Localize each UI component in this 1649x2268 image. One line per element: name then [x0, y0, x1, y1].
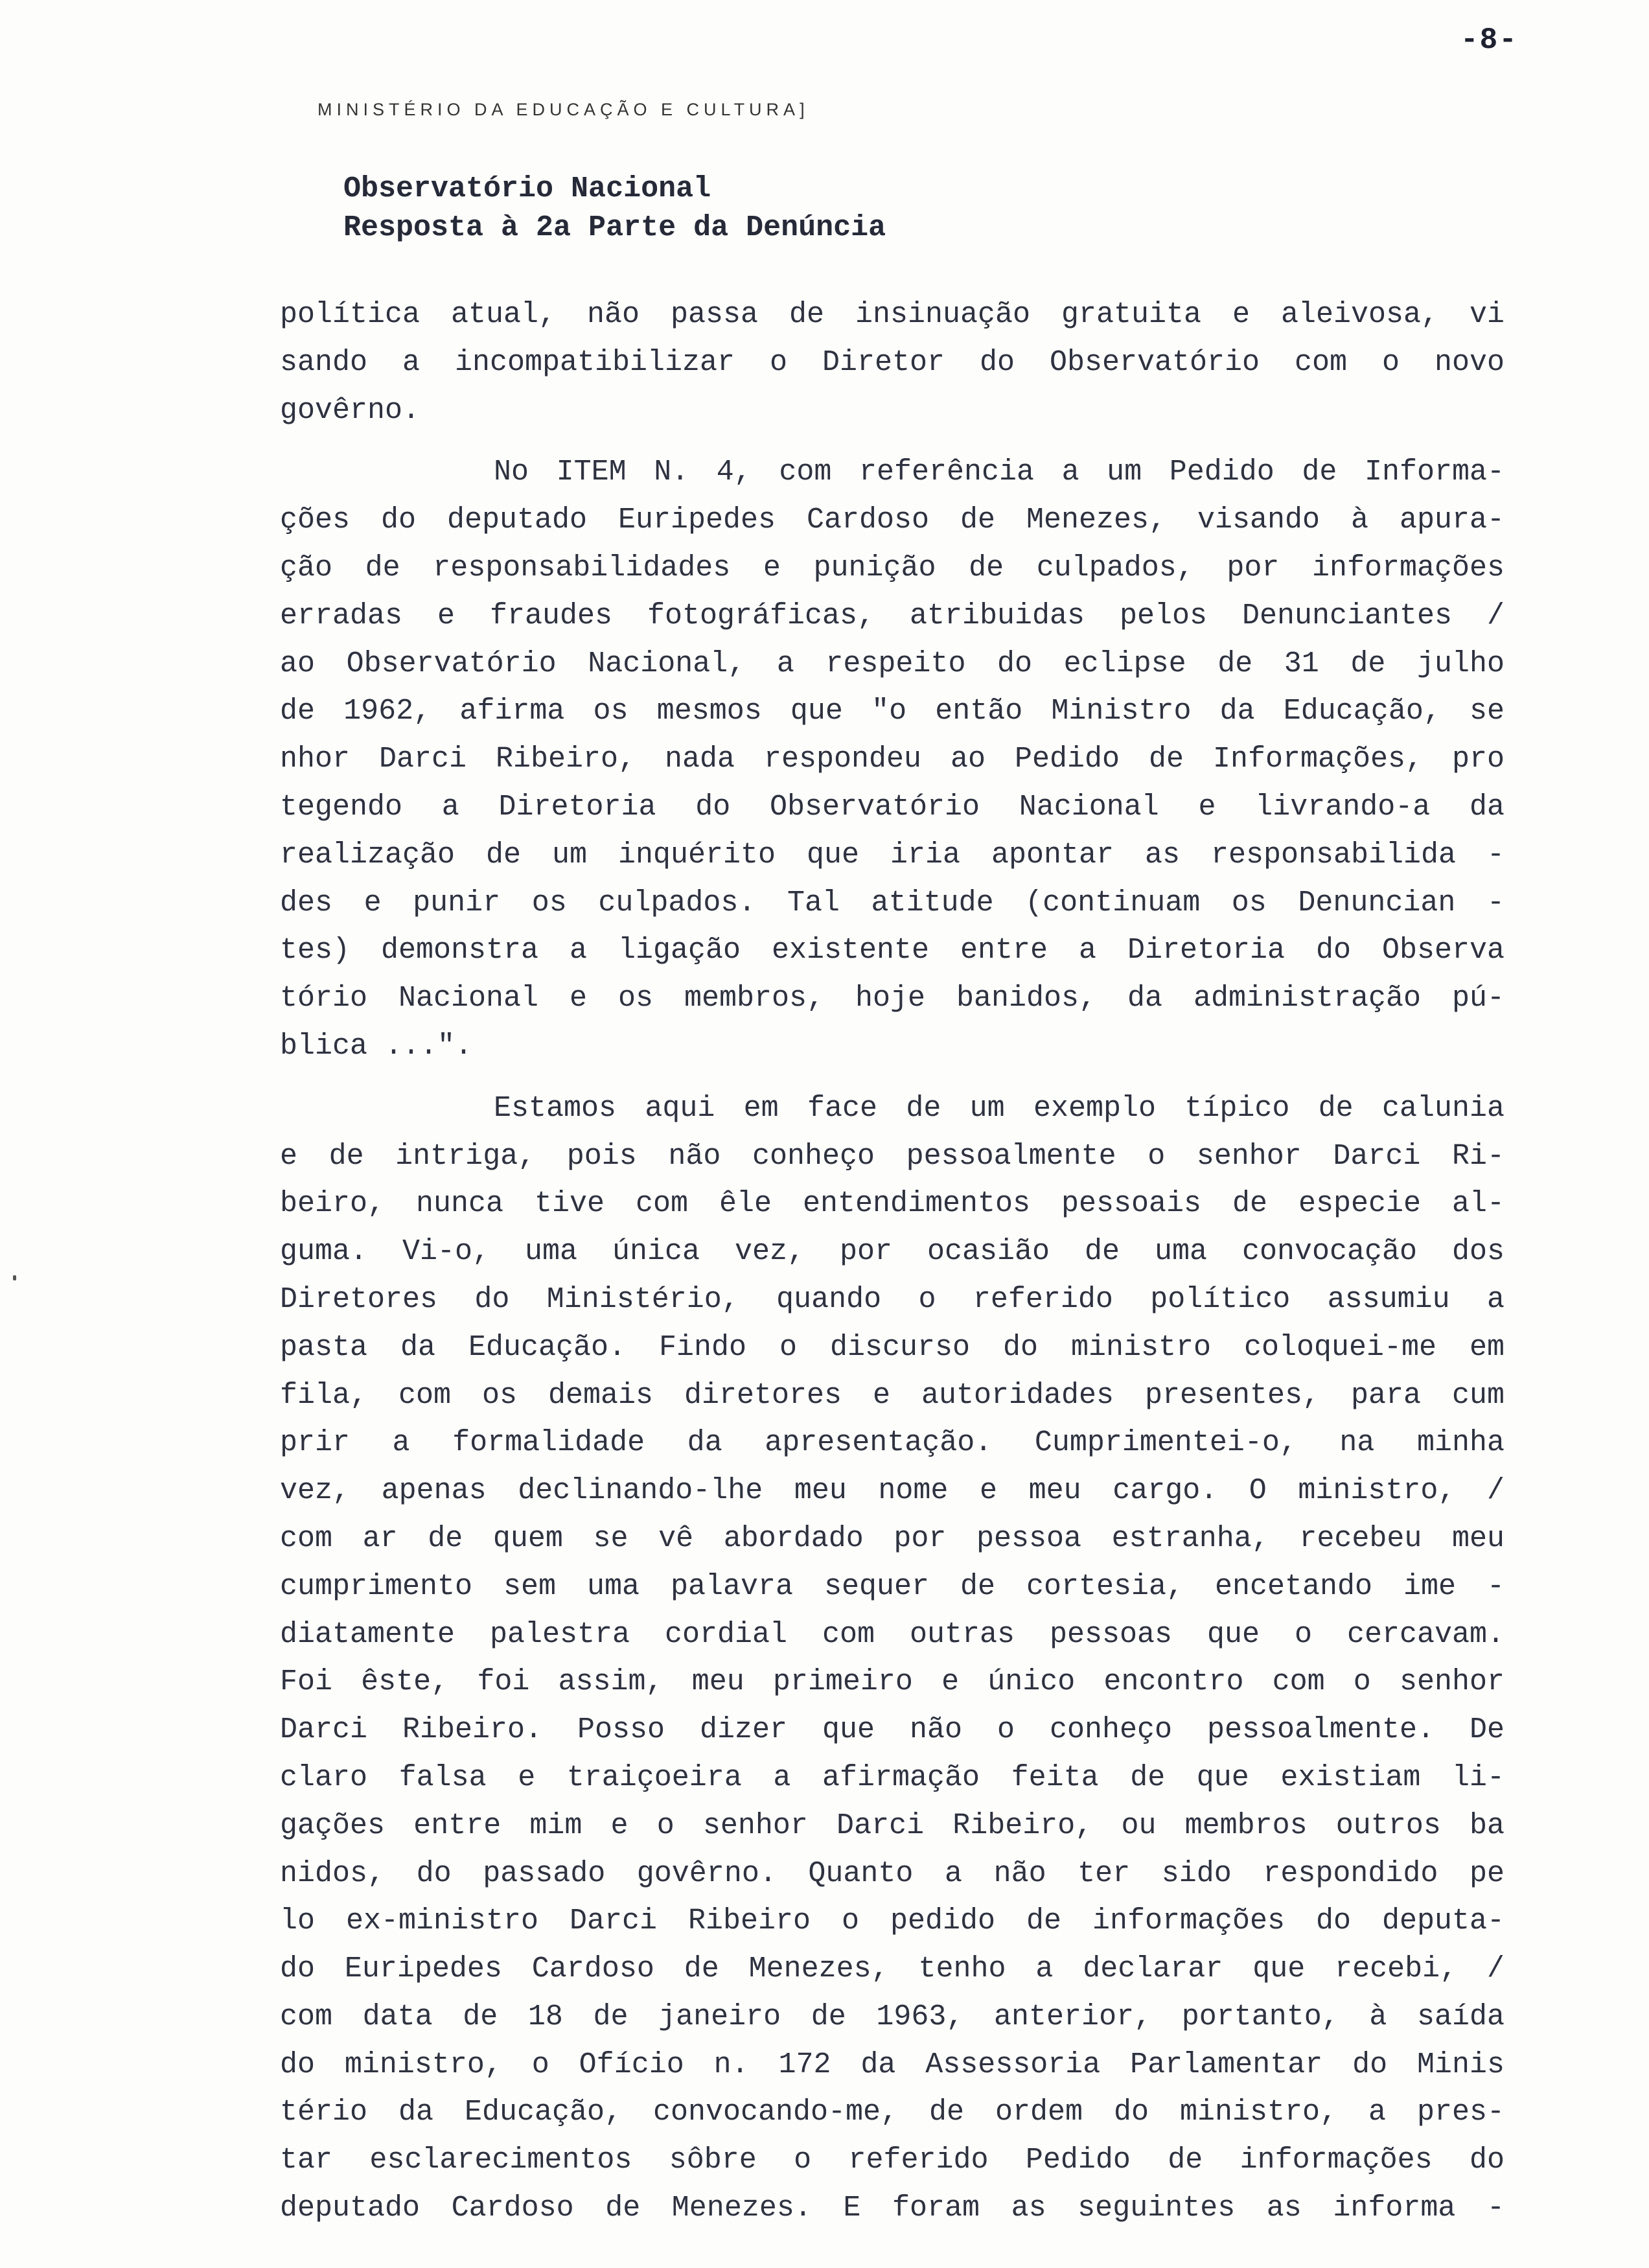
text-line: Darci Ribeiro. Posso dizer que não o conheço pessoalmente. De: [280, 1713, 1505, 1747]
text-line: tar esclarecimentos sôbre o referido Pedido de informações do: [280, 2144, 1505, 2177]
text-line: deputado Cardoso de Menezes. E foram as seguintes as informa -: [280, 2192, 1505, 2225]
text-line: realização de um inquérito que iria apontar as responsabilida -: [280, 838, 1505, 872]
text-line: ao Observatório Nacional, a respeito do eclipse de 31 de julho: [280, 647, 1505, 680]
text-line: beiro, nunca tive com êle entendimentos pessoais de especie al-: [280, 1187, 1505, 1221]
heading-subject: Resposta à 2a Parte da Denúncia: [343, 211, 886, 244]
document-body: [280, 291, 1505, 2232]
text-line: nidos, do passado govêrno. Quanto a não ter sido respondido pe: [280, 1857, 1505, 1890]
text-line: com data de 18 de janeiro de 1963, anterior, portanto, à saída: [280, 2000, 1505, 2033]
text-line: política atual, não passa de insinuação gratuita e aleivosa, vi: [280, 298, 1505, 331]
text-line: claro falsa e traiçoeira a afirmação feita de que existiam li-: [280, 1761, 1505, 1794]
text-line: Foi êste, foi assim, meu primeiro e único encontro com o senhor: [280, 1665, 1505, 1699]
text-line: prir a formalidade da apresentação. Cumprimentei-o, na minha: [280, 1426, 1505, 1460]
text-line: e de intriga, pois não conheço pessoalmente o senhor Darci Ri-: [280, 1139, 1505, 1173]
text-line: des e punir os culpados. Tal atitude (continuam os Denuncian -: [280, 886, 1505, 920]
text-line: nhor Darci Ribeiro, nada respondeu ao Pedido de Informações, pro: [280, 743, 1505, 776]
text-line: vez, apenas declinando-lhe meu nome e meu cargo. O ministro, /: [280, 1474, 1505, 1508]
ministry-letterhead: MINISTÉRIO DA EDUCAÇÃO E CULTURA]: [317, 100, 809, 119]
text-line: ção de responsabilidades e punição de culpados, por informações: [280, 551, 1505, 584]
text-line: guma. Vi-o, uma única vez, por ocasião de uma convocação dos: [280, 1235, 1505, 1269]
text-line: Estamos aqui em face de um exemplo típico de calunia: [494, 1091, 1505, 1125]
text-line: sando a incompatibilizar o Diretor do Observatório com o novo: [280, 345, 1505, 379]
text-line: ções do deputado Euripedes Cardoso de Menezes, visando à apura-: [280, 503, 1505, 537]
text-line: de 1962, afirma os mesmos que "o então Ministro da Educação, se: [280, 695, 1505, 728]
text-line: com ar de quem se vê abordado por pessoa estranha, recebeu meu: [280, 1522, 1505, 1555]
page-number: -8-: [1460, 23, 1518, 57]
text-line: pasta da Educação. Findo o discurso do ministro coloquei-me em: [280, 1330, 1505, 1364]
text-line: diatamente palestra cordial com outras pessoas que o cercavam.: [280, 1617, 1505, 1651]
margin-speck: [13, 1275, 16, 1280]
text-line: No ITEM N. 4, com referência a um Pedido de Informa-: [494, 456, 1505, 489]
text-line: lo ex-ministro Darci Ribeiro o pedido de informações do deputa-: [280, 1904, 1505, 1938]
text-line: fila, com os demais diretores e autoridades presentes, para cum: [280, 1378, 1505, 1412]
document-heading: [343, 170, 886, 248]
heading-institution: Observatório Nacional: [343, 172, 711, 205]
text-line: erradas e fraudes fotográficas, atribuidas pelos Denunciantes /: [280, 599, 1505, 632]
text-line: do ministro, o Ofício n. 172 da Assessoria Parlamentar do Minis: [280, 2048, 1505, 2081]
text-line: tério da Educação, convocando-me, de ordem do ministro, a pres-: [280, 2096, 1505, 2129]
text-line: blica ...".: [280, 1029, 473, 1063]
text-line: do Euripedes Cardoso de Menezes, tenho a declarar que recebi, /: [280, 1952, 1505, 1986]
text-line: govêrno.: [280, 393, 421, 427]
text-line: cumprimento sem uma palavra sequer de cortesia, encetando ime -: [280, 1569, 1505, 1603]
text-line: tório Nacional e os membros, hoje banidos, da administração pú-: [280, 982, 1505, 1015]
text-line: gações entre mim e o senhor Darci Ribeiro, ou membros outros ba: [280, 1809, 1505, 1842]
text-line: tegendo a Diretoria do Observatório Nacional e livrando-a da: [280, 790, 1505, 824]
text-line: Diretores do Ministério, quando o referido político assumiu a: [280, 1282, 1505, 1316]
text-line: tes) demonstra a ligação existente entre a Diretoria do Observa: [280, 934, 1505, 967]
